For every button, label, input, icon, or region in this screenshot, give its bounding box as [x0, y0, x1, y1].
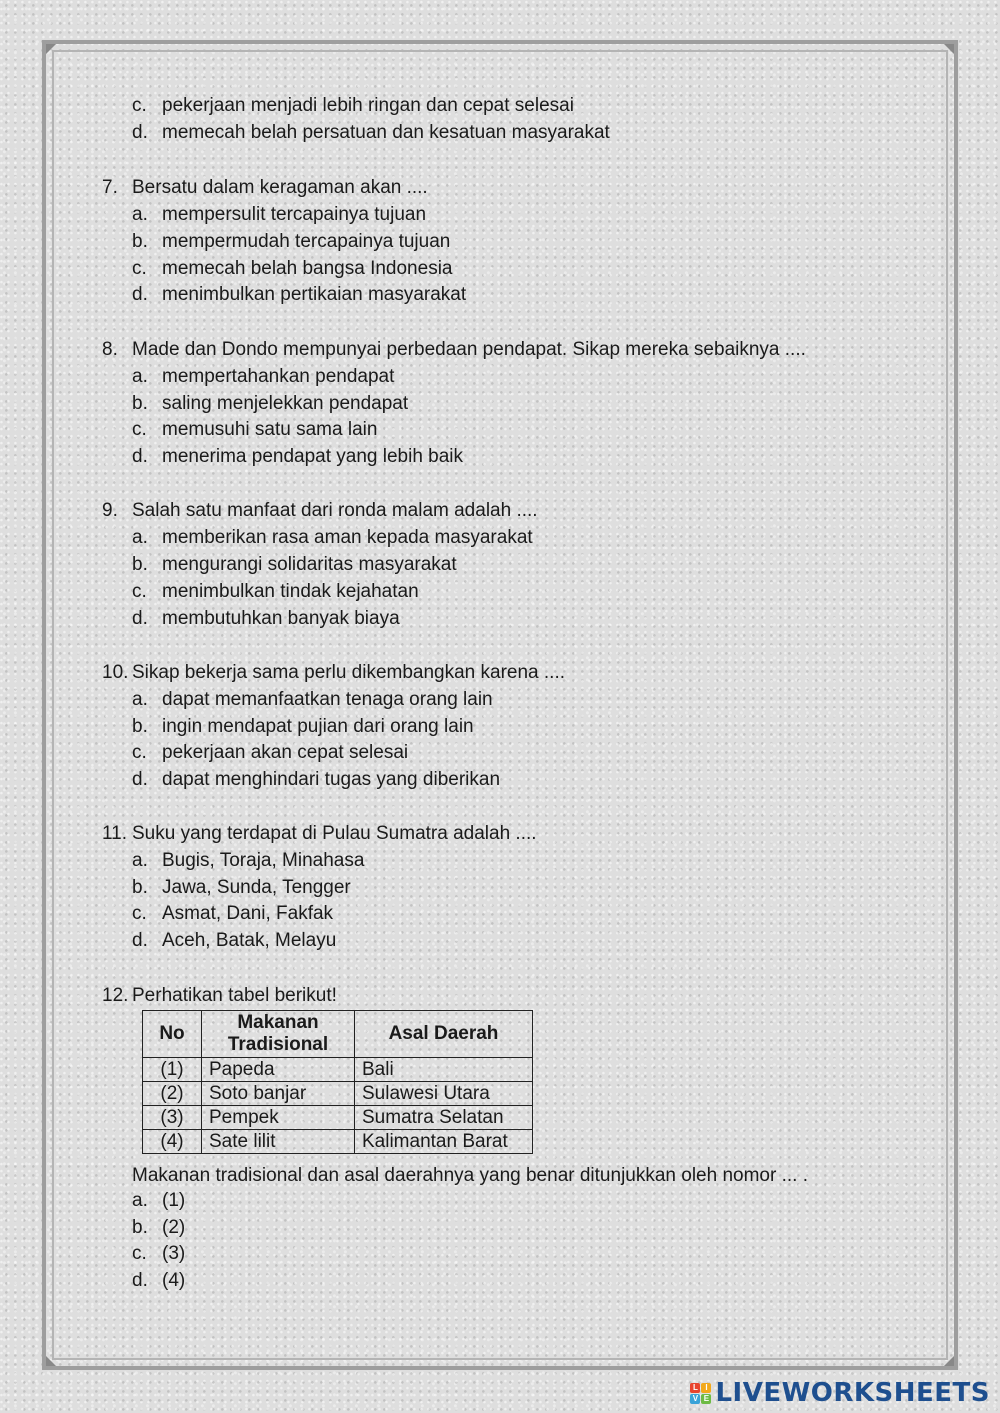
- q10-option-b[interactable]: [132, 716, 474, 738]
- table-row: [143, 1058, 533, 1082]
- question-text: Salah satu manfaat dari ronda malam adalah ....: [132, 500, 538, 521]
- q6-option-c[interactable]: [132, 95, 574, 117]
- q11-option-c[interactable]: [132, 903, 333, 925]
- brand-name: LIVEWORKSHEETS: [715, 1378, 990, 1408]
- table-header-no: No: [143, 1011, 202, 1058]
- question-11: [102, 823, 537, 845]
- table-cell-region: Bali: [355, 1058, 533, 1082]
- q7-option-b[interactable]: [132, 231, 450, 253]
- option-text: mempertahankan pendapat: [162, 366, 395, 387]
- question-8: [102, 339, 806, 361]
- q12-option-d[interactable]: [132, 1270, 185, 1292]
- q9-option-b[interactable]: [132, 554, 457, 576]
- option-text: menerima pendapat yang lebih baik: [162, 446, 464, 467]
- q9-option-a[interactable]: [132, 527, 533, 549]
- table-cell-region: Sumatra Selatan: [355, 1106, 533, 1130]
- q9-option-d[interactable]: [132, 608, 400, 630]
- option-text: mengurangi solidaritas masyarakat: [162, 554, 457, 575]
- option-letter: b.: [132, 1217, 148, 1238]
- corner-ornament-top-right: [944, 44, 954, 54]
- table-cell-food: Soto banjar: [202, 1082, 355, 1106]
- option-letter: a.: [132, 366, 148, 387]
- option-letter: a.: [132, 527, 148, 548]
- logo-letter: I: [701, 1383, 711, 1393]
- option-letter: a.: [132, 1190, 148, 1211]
- option-letter: c.: [132, 95, 147, 116]
- corner-ornament-bottom-left: [46, 1356, 56, 1366]
- question-number: 7.: [102, 177, 118, 198]
- table-cell-no: (1): [143, 1058, 202, 1082]
- q7-option-a[interactable]: [132, 204, 426, 226]
- option-letter: c.: [132, 581, 147, 602]
- option-text: menimbulkan tindak kejahatan: [162, 581, 419, 602]
- logo-letter: E: [701, 1394, 711, 1404]
- table-header-row: [143, 1011, 533, 1058]
- option-letter: c.: [132, 742, 147, 763]
- q6-option-d[interactable]: [132, 122, 610, 144]
- option-text: memecah belah persatuan dan kesatuan masyarakat: [162, 122, 610, 143]
- q12-option-c[interactable]: [132, 1243, 185, 1265]
- table-cell-food: Papeda: [202, 1058, 355, 1082]
- q7-option-c[interactable]: [132, 258, 452, 280]
- table-cell-no: (3): [143, 1106, 202, 1130]
- option-text: memecah belah bangsa Indonesia: [162, 258, 453, 279]
- option-letter: d.: [132, 769, 148, 790]
- table-cell-no: (4): [143, 1130, 202, 1154]
- table-header-food: Makanan Tradisional: [202, 1011, 355, 1058]
- option-text: (1): [162, 1190, 186, 1211]
- table-cell-no: (2): [143, 1082, 202, 1106]
- q8-option-b[interactable]: [132, 393, 408, 415]
- option-text: menimbulkan pertikaian masyarakat: [162, 284, 467, 305]
- logo-letter: L: [690, 1383, 700, 1393]
- option-letter: b.: [132, 877, 148, 898]
- option-letter: c.: [132, 1243, 147, 1264]
- option-text: (4): [162, 1270, 186, 1291]
- liveworksheets-brand[interactable]: [690, 1378, 990, 1408]
- q11-option-b[interactable]: [132, 877, 351, 899]
- option-text: Jawa, Sunda, Tengger: [162, 877, 351, 898]
- table-cell-food: Pempek: [202, 1106, 355, 1130]
- option-letter: d.: [132, 608, 148, 629]
- q12-option-b[interactable]: [132, 1217, 185, 1239]
- option-letter: d.: [132, 930, 148, 951]
- option-letter: b.: [132, 554, 148, 575]
- table-row: [143, 1082, 533, 1106]
- question-12: [102, 985, 337, 1007]
- logo-letter: V: [690, 1394, 700, 1404]
- corner-ornament-bottom-right: [944, 1356, 954, 1366]
- option-text: Asmat, Dani, Fakfak: [162, 903, 334, 924]
- option-letter: c.: [132, 419, 147, 440]
- option-text: pekerjaan akan cepat selesai: [162, 742, 409, 763]
- question-number: 8.: [102, 339, 118, 360]
- question-9: [102, 500, 538, 522]
- q12-prompt: Makanan tradisional dan asal daerahnya yang benar ditunjukkan oleh nomor ... .: [132, 1165, 808, 1186]
- table-header-region: Asal Daerah: [355, 1011, 533, 1058]
- option-text: membutuhkan banyak biaya: [162, 608, 400, 629]
- option-letter: b.: [132, 393, 148, 414]
- table-row: [143, 1106, 533, 1130]
- option-text: (3): [162, 1243, 186, 1264]
- option-text: mempermudah tercapainya tujuan: [162, 231, 451, 252]
- option-text: Aceh, Batak, Melayu: [162, 930, 337, 951]
- liveworksheets-logo-icon: [690, 1383, 711, 1404]
- question-text: Made dan Dondo mempunyai perbedaan pendapat. Sikap mereka sebaiknya ....: [132, 339, 806, 360]
- option-text: memusuhi satu sama lain: [162, 419, 378, 440]
- question-10: [102, 662, 565, 684]
- option-letter: c.: [132, 258, 147, 279]
- q10-option-d[interactable]: [132, 769, 500, 791]
- question-text: Bersatu dalam keragaman akan ....: [132, 177, 428, 198]
- option-letter: a.: [132, 850, 148, 871]
- option-letter: b.: [132, 716, 148, 737]
- option-letter: b.: [132, 231, 148, 252]
- option-text: mempersulit tercapainya tujuan: [162, 204, 427, 225]
- question-7: [102, 177, 428, 199]
- question-text: Perhatikan tabel berikut!: [132, 985, 337, 1006]
- q7-option-d[interactable]: [132, 284, 466, 306]
- question-number: 12.: [102, 985, 129, 1006]
- table-cell-region: Sulawesi Utara: [355, 1082, 533, 1106]
- table-cell-region: Kalimantan Barat: [355, 1130, 533, 1154]
- option-letter: a.: [132, 204, 148, 225]
- option-letter: d.: [132, 284, 148, 305]
- q8-option-c[interactable]: [132, 419, 377, 441]
- option-letter: d.: [132, 446, 148, 467]
- option-text: dapat menghindari tugas yang diberikan: [162, 769, 501, 790]
- option-text: Bugis, Toraja, Minahasa: [162, 850, 365, 871]
- question-number: 9.: [102, 500, 118, 521]
- question-text: Suku yang terdapat di Pulau Sumatra adalah ....: [132, 823, 537, 844]
- table-cell-food: Sate lilit: [202, 1130, 355, 1154]
- option-text: (2): [162, 1217, 186, 1238]
- option-letter: d.: [132, 1270, 148, 1291]
- option-letter: a.: [132, 689, 148, 710]
- corner-ornament-top-left: [46, 44, 56, 54]
- option-letter: d.: [132, 122, 148, 143]
- option-text: pekerjaan menjadi lebih ringan dan cepat selesai: [162, 95, 574, 116]
- q10-option-a[interactable]: [132, 689, 493, 711]
- q10-option-c[interactable]: [132, 742, 408, 764]
- option-text: dapat memanfaatkan tenaga orang lain: [162, 689, 493, 710]
- question-number: 10.: [102, 662, 129, 683]
- option-text: saling menjelekkan pendapat: [162, 393, 409, 414]
- option-text: memberikan rasa aman kepada masyarakat: [162, 527, 533, 548]
- q11-option-d[interactable]: [132, 930, 336, 952]
- table-row: [143, 1130, 533, 1154]
- q11-option-a[interactable]: [132, 850, 364, 872]
- question-number: 11.: [102, 823, 128, 844]
- option-text: ingin mendapat pujian dari orang lain: [162, 716, 474, 737]
- q8-option-d[interactable]: [132, 446, 463, 468]
- traditional-food-table: [142, 1010, 533, 1154]
- option-letter: c.: [132, 903, 147, 924]
- q9-option-c[interactable]: [132, 581, 419, 603]
- q12-option-a[interactable]: [132, 1190, 185, 1212]
- q8-option-a[interactable]: [132, 366, 394, 388]
- question-text: Sikap bekerja sama perlu dikembangkan karena ....: [132, 662, 566, 683]
